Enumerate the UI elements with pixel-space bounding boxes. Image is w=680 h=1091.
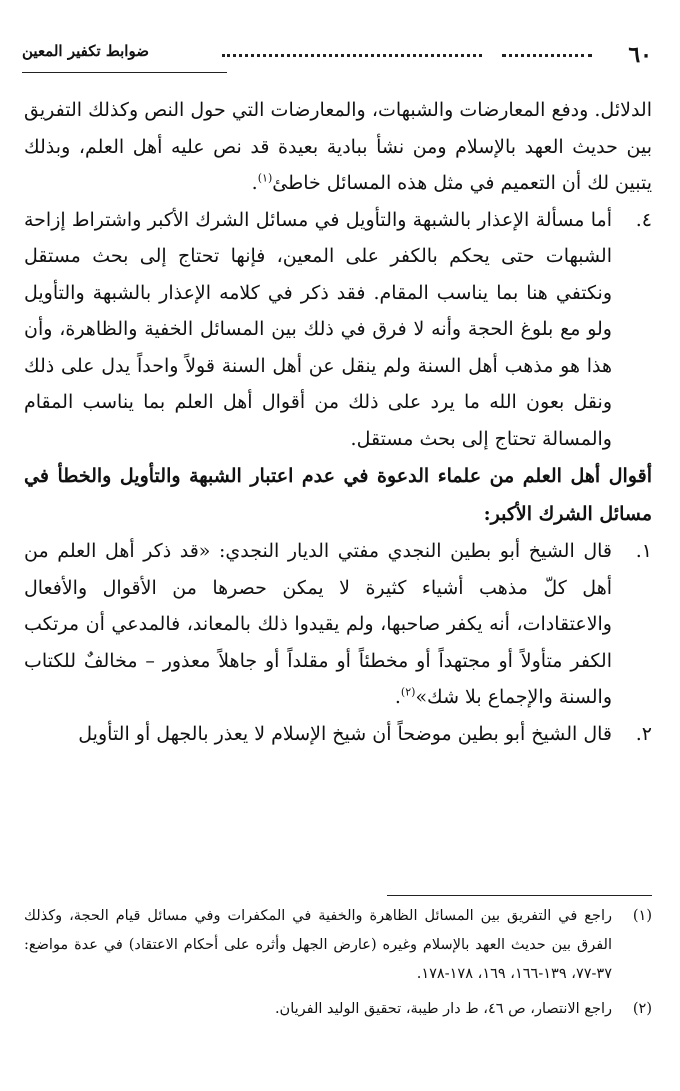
item-text: قال الشيخ أبو بطين النجدي مفتي الديار النجدي: «قد ذكر أهل العلم من أهل كلّ مذهب أشياء كثيرة لا يمكن حصرها من الأقوال والأفعال والاعتقادات، أنه يكفر صاحبها، ولم يقيدوا ذلك بالمعاند، فالمدعي أن مرتكب الكفر متأولاً أو مجتهداً أو مخطئاً أو مقلداً أو جاهلاً معذور – مخالفٌ للكتاب والسنة والإجماع بلا شك» <box>24 540 612 708</box>
footnote-2 <box>24 995 652 1024</box>
quote-item-1 <box>24 533 652 716</box>
header-ornament-right <box>502 54 592 57</box>
footnote-ref-2: (٢) <box>400 685 416 699</box>
header-underline <box>22 72 227 73</box>
footnotes <box>24 902 652 1030</box>
running-title: ضوابط تكفير المعين <box>22 42 149 60</box>
footnote-text: راجع في التفريق بين المسائل الظاهرة والخفية في المكفرات وفي مسائل قيام الحجة، وكذلك الفرق بين حديث العهد بالإسلام وغيره (عارض الجهل وأثره على أحكام الاعتقاد) في عدة مواضع: ٣٧-٧٧، ١٣٩-١٦٦، ١٦٩، ١٧٨-١٧٨. <box>24 908 612 982</box>
footnote-ref-1: (١) <box>257 171 273 185</box>
item-number: ٢. <box>635 722 652 745</box>
footnote-separator <box>387 895 652 896</box>
item-number: ٤. <box>635 208 652 231</box>
main-text <box>24 92 652 752</box>
item-number: ١. <box>635 540 652 562</box>
sentence-end: . <box>394 686 401 708</box>
quote-item-2 <box>24 716 652 753</box>
item-text: أما مسألة الإعذار بالشبهة والتأويل في مسائل الشرك الأكبر واشتراط إزاحة الشبهات حتى يحكم بالكفر على المعين، فإنها تحتاج إلى بحث مستقل ونكتفي هنا بما يناسب المقام. فقد ذكر في كلامه الإعذار بالشبهة والتأويل ولو مع بلوغ الحجة وأنه لا فرق في ذلك بين المسائل الخفية والظاهرة، وأن هذا هو مذهب أهل السنة ولم ينقل عن أهل السنة قولاً واحداً يدل على ذلك ونقل بعون الله ما يرد على ذلك من أقوال أهل العلم بما يناسب المقام والمسالة تحتاج إلى بحث مستقل. <box>24 208 612 450</box>
continuation-paragraph: الدلائل. ودفع المعارضات والشبهات، والمعارضات التي حول النص وكذلك التفريق بين حديث العهد بالإسلام ومن نشأ ببادية بعيدة قد نص عليه أهل العلم، وبذلك يتبين لك أن التعميم في مثل هذه المسائل خاطئ$^{(١)}$. <box>24 99 652 194</box>
list-item-4 <box>24 202 652 458</box>
page-header <box>22 38 652 80</box>
footnote-number: (١) <box>632 908 652 924</box>
item-text: قال الشيخ أبو بطين موضحاً أن شيخ الإسلام لا يعذر بالجهل أو التأويل <box>78 722 612 745</box>
section-heading: أقوال أهل العلم من علماء الدعوة في عدم اعتبار الشبهة والتأويل والخطأ في مسائل الشرك الأكبر: <box>24 465 652 525</box>
page-number: ٦٠ <box>628 42 652 68</box>
header-ornament-left <box>222 54 482 57</box>
footnote-number: (٢) <box>632 1001 652 1017</box>
footnote-text: راجع الانتصار، ص ٤٦، ط دار طيبة، تحقيق الوليد الفريان. <box>274 1001 612 1017</box>
continuation-text: الدلائل. ودفع المعارضات والشبهات، والمعارضات التي حول النص وكذلك التفريق بين حديث العهد بالإسلام ومن نشأ ببادية بعيدة قد نص عليه أهل العلم، وبذلك يتبين لك أن التعميم في مثل هذه المسائل خاطئ <box>24 99 652 194</box>
footnote-1 <box>24 902 652 989</box>
